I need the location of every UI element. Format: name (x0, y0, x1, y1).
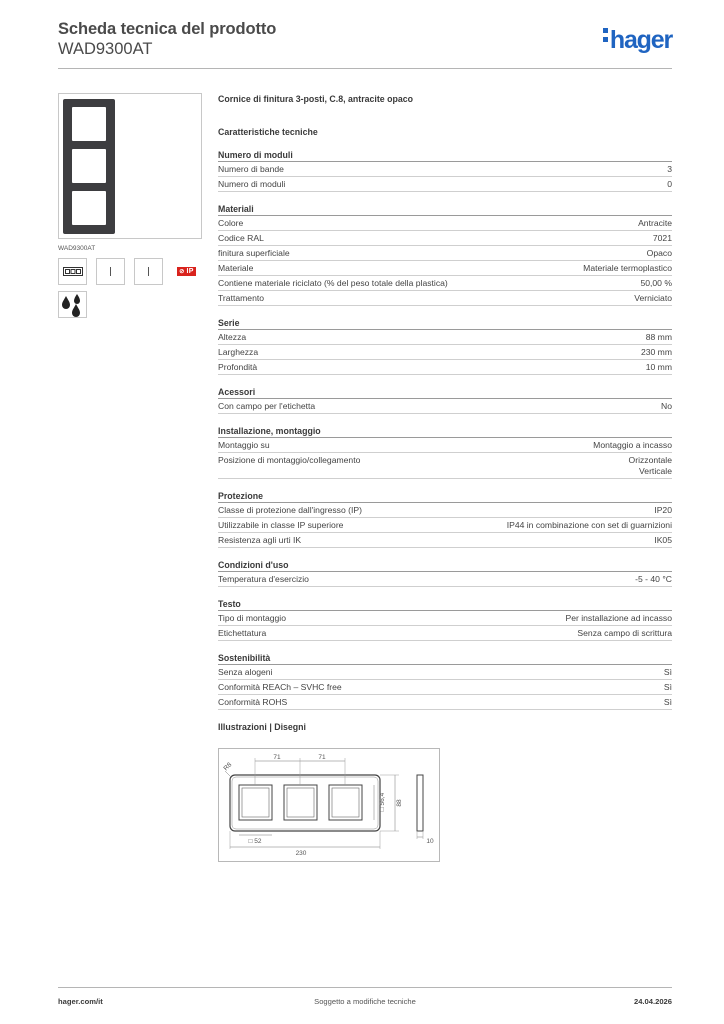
spec-value: Per installazione ad incasso (565, 613, 672, 623)
spec-value: No (661, 401, 672, 411)
logo-text: hager (609, 26, 672, 54)
spec-section (218, 599, 672, 641)
spec-label: Temperatura d'esercizio (218, 574, 309, 584)
spec-value: 50,00 % (640, 278, 672, 288)
drawing-label-pitch1: 71 (273, 754, 281, 761)
drawing-side-profile (417, 775, 423, 831)
spec-row (218, 438, 672, 453)
product-name: Cornice di finitura 3-posti, C.8, antracite opaco (218, 94, 414, 104)
section-heading: Installazione, montaggio (218, 426, 672, 438)
section-heading: Materiali (218, 204, 672, 216)
vertical-bar-icon (134, 258, 163, 285)
product-image (58, 93, 202, 239)
spec-label: Profondità (218, 362, 258, 372)
footer-divider (58, 987, 672, 988)
spec-row (218, 626, 672, 641)
left-panel (58, 93, 202, 318)
spec-value: IP44 in combinazione con set di guarnizioni (506, 520, 672, 530)
spec-value: Antracite (638, 218, 672, 228)
spec-value: Sì (663, 682, 672, 692)
section-heading: Sostenibilità (218, 653, 672, 665)
spec-label: Senza alogeni (218, 667, 273, 677)
illustrations-title: Illustrazioni | Disegni (218, 722, 306, 732)
spec-section (218, 318, 672, 375)
spec-row (218, 330, 672, 345)
spec-section (218, 491, 672, 548)
footer-note: Soggetto a modifiche tecniche (314, 997, 416, 1006)
spec-label: Trattamento (218, 293, 265, 303)
technical-drawing (218, 748, 440, 862)
section-heading: Testo (218, 599, 672, 611)
spec-value: IK05 (654, 535, 672, 545)
drawing-label-radius: R8 (222, 761, 234, 773)
section-heading: Condizioni d'uso (218, 560, 672, 572)
technical-characteristics-title: Caratteristiche tecniche (218, 127, 318, 137)
spec-value: 3 (667, 164, 672, 174)
spec-label: Resistenza agli urti IK (218, 535, 302, 545)
spec-row (218, 665, 672, 680)
spec-row (218, 345, 672, 360)
spec-row (218, 177, 672, 192)
spec-row (218, 611, 672, 626)
spec-label: Tipo di montaggio (218, 613, 286, 623)
spec-row (218, 291, 672, 306)
drawing-label-pitch2: 71 (318, 754, 326, 761)
spec-row (218, 533, 672, 548)
spec-value: Sì (663, 697, 672, 707)
drawing-label-inner-height: □ 56,4 (379, 792, 386, 812)
spec-value: Sì (663, 667, 672, 677)
header-divider (58, 68, 672, 69)
spec-label: Materiale (218, 263, 254, 273)
spec-value: Senza campo di scrittura (577, 628, 672, 638)
feature-icons (58, 258, 202, 285)
spec-row (218, 680, 672, 695)
spec-value: Verniciato (634, 293, 672, 303)
image-caption: WAD9300AT (58, 245, 96, 252)
section-heading: Acessori (218, 387, 672, 399)
spec-row (218, 399, 672, 414)
spec-section (218, 653, 672, 710)
ip-rating-icon: ⊘ IP (179, 268, 194, 275)
spec-section (218, 150, 672, 192)
spec-row (218, 695, 672, 710)
specifications-panel (218, 94, 672, 732)
website-link[interactable]: hager.com/it (58, 997, 103, 1006)
spec-value: 10 mm (645, 362, 672, 372)
vertical-bar-icon (96, 258, 125, 285)
spec-row (218, 216, 672, 231)
spec-label: Conformità REACh – SVHC free (218, 682, 342, 692)
section-heading: Serie (218, 318, 672, 330)
spec-section (218, 387, 672, 414)
section-heading: Protezione (218, 491, 672, 503)
water-drops-icon (58, 291, 87, 318)
spec-row (218, 453, 672, 479)
spec-row (218, 518, 672, 533)
spec-label: Larghezza (218, 347, 259, 357)
spec-label: Numero di bande (218, 164, 284, 174)
spec-row (218, 231, 672, 246)
spec-label: Posizione di montaggio/collegamento (218, 455, 361, 465)
spec-value: IP20 (654, 505, 672, 515)
drawing-label-inner-width: □ 52 (248, 838, 262, 845)
spec-sections (218, 150, 672, 710)
footer-date: 24.04.2026 (633, 997, 672, 1006)
frame-illustration (63, 99, 115, 234)
drawing-opening (284, 785, 317, 820)
ip-badge-label: IP (186, 268, 194, 275)
three-module-frame-icon (58, 258, 87, 285)
spec-label: Classe di protezione dall'ingresso (IP) (218, 505, 362, 515)
spec-label: Numero di moduli (218, 179, 286, 189)
spec-value: Orizzontale Verticale (628, 455, 672, 476)
spec-row (218, 276, 672, 291)
drawing-label-depth: 10 (426, 838, 434, 845)
spec-label: Colore (218, 218, 244, 228)
spec-value: Materiale termoplastico (583, 263, 672, 273)
page-header (58, 20, 672, 70)
spec-label: Etichettatura (218, 628, 267, 638)
drawing-opening (239, 785, 272, 820)
spec-label: Montaggio su (218, 440, 270, 450)
spec-label: Codice RAL (218, 233, 264, 243)
product-code: WAD9300AT (58, 40, 153, 58)
drawing-outer-frame (230, 775, 380, 831)
spec-row (218, 572, 672, 587)
spec-row (218, 360, 672, 375)
spec-value: -5 - 40 °C (635, 574, 672, 584)
spec-label: Con campo per l'etichetta (218, 401, 316, 411)
spec-row (218, 246, 672, 261)
spec-label: Conformità ROHS (218, 697, 288, 707)
document-title: Scheda tecnica del prodotto (58, 20, 277, 38)
spec-section (218, 560, 672, 587)
spec-value: 0 (667, 179, 672, 189)
spec-label: finitura superficiale (218, 248, 290, 258)
spec-label: Contiene materiale riciclato (% del peso totale della plastica) (218, 278, 448, 288)
drawing-label-height: 88 (396, 799, 403, 807)
spec-label: Altezza (218, 332, 247, 342)
drawing-opening (329, 785, 362, 820)
spec-value: 7021 (652, 233, 672, 243)
spec-value: 88 mm (645, 332, 672, 342)
drawing-label-width: 230 (295, 850, 307, 857)
spec-label: Utilizzabile in classe IP superiore (218, 520, 344, 530)
spec-row (218, 503, 672, 518)
spec-value: Opaco (646, 248, 672, 258)
hager-logo (603, 26, 672, 55)
logo-dots-icon (603, 28, 608, 46)
spec-section (218, 426, 672, 479)
spec-row (218, 162, 672, 177)
spec-section (218, 204, 672, 306)
spec-value: 230 mm (640, 347, 672, 357)
section-heading: Numero di moduli (218, 150, 672, 162)
spec-value: Montaggio a incasso (593, 440, 672, 450)
spec-row (218, 261, 672, 276)
